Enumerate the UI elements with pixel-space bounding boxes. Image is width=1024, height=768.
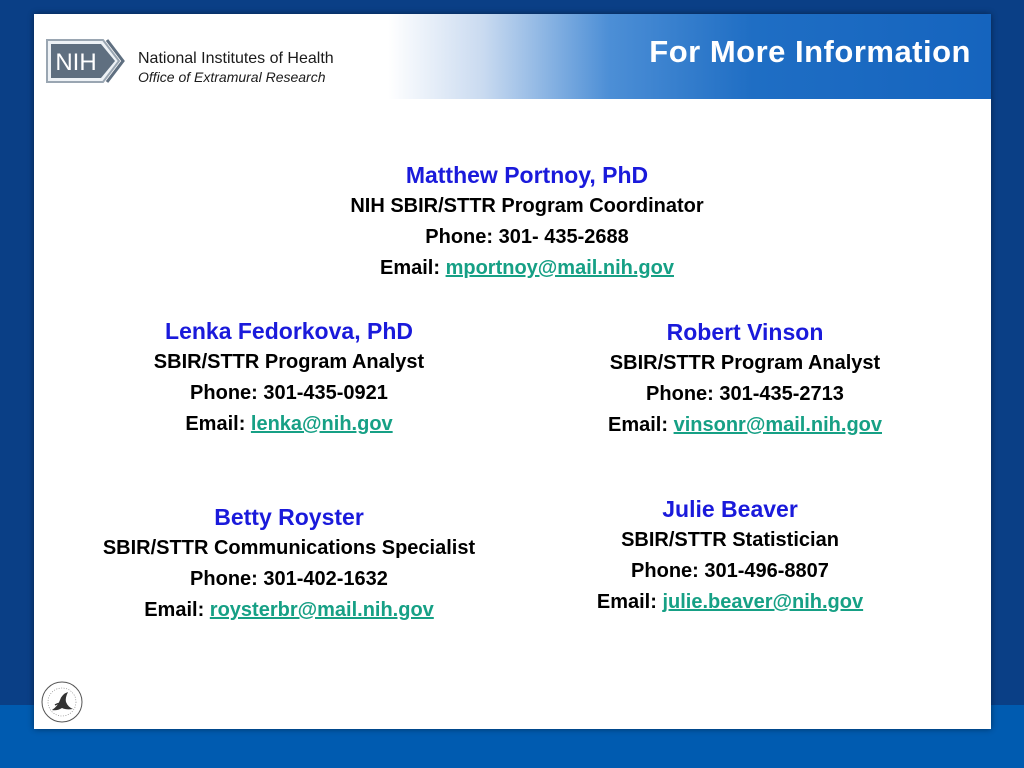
contact-name: Robert Vinson [666,319,824,345]
contact-card-analyst-1 [54,316,524,440]
contact-name: Lenka Fedorkova, PhD [165,318,413,344]
contact-role: SBIR/STTR Program Analyst [153,351,425,373]
hhs-seal-icon [40,680,84,724]
contact-card-statistician [510,494,950,618]
email-label: Email: [380,257,446,279]
contact-card-analyst-2 [510,317,980,441]
email-label: Email: [608,414,674,436]
nih-logo-icon [45,34,131,88]
contact-phone: Phone: 301- 435-2688 [425,226,629,248]
email-label: Email: [144,599,205,621]
logo-text: NIH [55,49,97,76]
contact-email-row [54,409,524,440]
contact-phone: Phone: 301-496-8807 [631,560,829,582]
contact-role: NIH SBIR/STTR Program Coordinator [350,195,704,217]
email-link[interactable]: roysterbr@mail.nih.gov [209,599,434,621]
email-label: Email: [185,413,251,435]
contact-email-row [510,587,950,618]
contact-card-communications [39,502,539,626]
contact-phone: Phone: 301-435-2713 [646,383,844,405]
contact-email-row [277,253,777,284]
contact-name: Julie Beaver [662,496,798,522]
contact-role: SBIR/STTR Communications Specialist [102,537,476,559]
email-link[interactable]: mportnoy@mail.nih.gov [445,257,674,279]
org-subtitle: Office of Extramural Research [138,69,326,85]
page-title: For More Information [649,34,971,69]
email-link[interactable]: vinsonr@mail.nih.gov [673,414,882,436]
contact-name: Betty Royster [214,504,364,530]
slide-header [34,14,991,99]
email-label: Email: [596,591,657,613]
email-link[interactable]: lenka@nih.gov [250,413,393,435]
slide [34,14,991,729]
contact-phone: Phone: 301-402-1632 [190,568,388,590]
contact-role: SBIR/STTR Statistician [621,529,839,551]
contact-card-coordinator [277,160,777,284]
org-name: National Institutes of Health [138,50,334,67]
contact-name: Matthew Portnoy, PhD [405,162,649,188]
contact-phone: Phone: 301-435-0921 [190,382,388,404]
contact-role: SBIR/STTR Program Analyst [609,352,881,374]
email-link[interactable]: julie.beaver@nih.gov [662,591,864,613]
contact-email-row [39,595,539,626]
contact-email-row [510,410,980,441]
